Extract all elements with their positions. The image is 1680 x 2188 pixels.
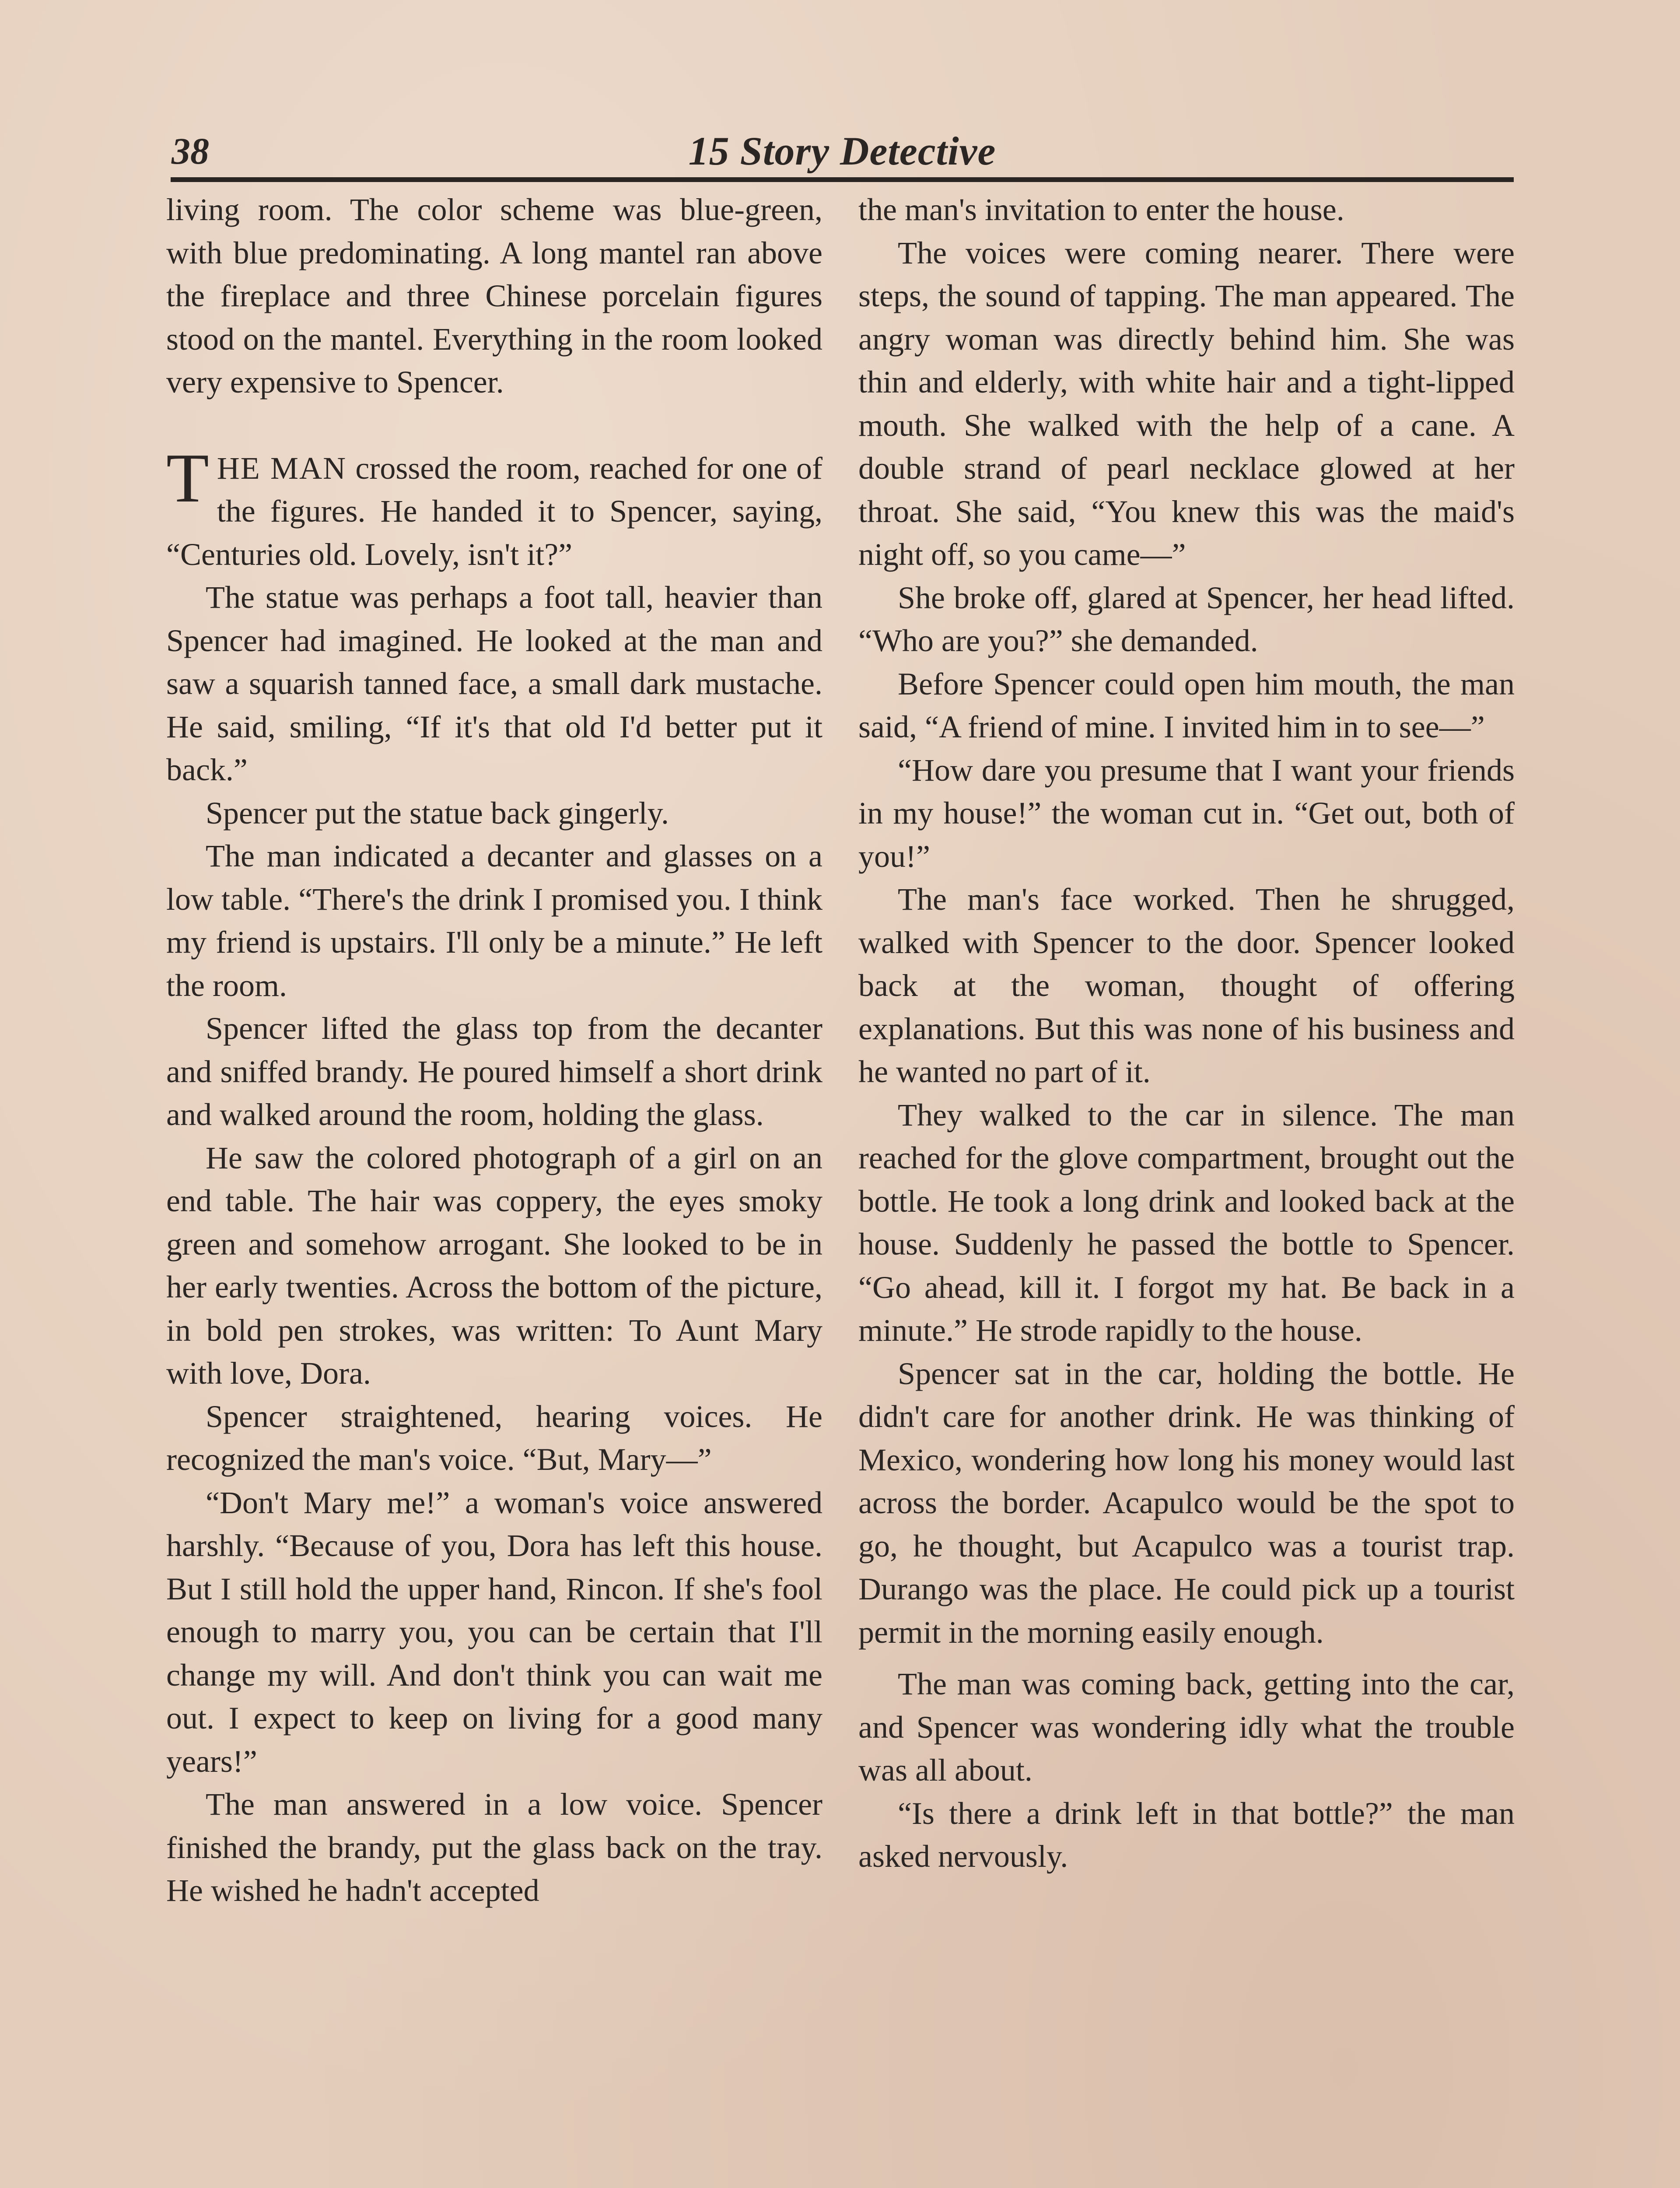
paragraph: The man indicated a decanter and glasses on a low table. “There's the drink I promised you. I think my friend is upstairs. I'll only be a minute.” He left the room. bbox=[166, 838, 822, 1003]
paragraph: The man answered in a low voice. Spencer finished the brandy, put the glass back on the tray. He wished he hadn't accepted bbox=[166, 1787, 822, 1908]
paragraph: Spencer sat in the car, holding the bottle. He didn't care for another drink. He was thinking of Mexico, wondering how long his money would last across the border. Acapulco would be the spot to go, he thought, but Acapulco was a tourist trap. Durango was the place. He could pick up a tourist permit in the morning easily enough. bbox=[858, 1356, 1515, 1650]
paragraph: living room. The color scheme was blue-green, with blue predominating. A long mantel ran above the fireplace and three Chinese porcelain figures stood on the mantel. Everything in the room looked very expensive to Spencer. bbox=[166, 192, 822, 400]
paragraph: Spencer lifted the glass top from the decanter and sniffed brandy. He poured himself a short drink and walked around the room, holding the glass. bbox=[166, 1011, 822, 1132]
page-header bbox=[171, 125, 1514, 182]
paragraph-dropcap bbox=[166, 438, 822, 576]
left-column bbox=[166, 188, 822, 1912]
paragraph: The voices were coming nearer. There were steps, the sound of tapping. The man appeared. The angry woman was directly behind him. She was thin and elderly, with white hair and a tight-lipped mouth. She walked with the help of a cane. A double strand of pearl necklace glowed at her throat. She said, “You knew this was the maid's night off, so you came—” bbox=[858, 235, 1515, 572]
paragraph: The man was coming back, getting into the car, and Spencer was wondering idly what the trouble was all about. bbox=[858, 1666, 1515, 1788]
drop-cap: T bbox=[166, 438, 209, 517]
paragraph: “Don't Mary me!” a woman's voice answered harshly. “Because of you, Dora has left this house. But I still hold the upper hand, Rincon. If she's fool enough to marry you, you can be certain that I'll change my will. And don't think you can wait me out. I expect to keep on living for a good many years!” bbox=[166, 1485, 822, 1779]
small-caps-lead: HE MAN bbox=[217, 450, 347, 486]
paragraph: He saw the colored photograph of a girl on an end table. The hair was coppery, the eyes smoky green and somehow arrogant. She looked to be in her early twenties. Across the bottom of the picture, in bold pen strokes, was written: To Aunt Mary with love, Dora. bbox=[166, 1140, 822, 1391]
magazine-title: 15 Story Detective bbox=[688, 129, 996, 173]
paragraph: They walked to the car in silence. The man reached for the glove compartment, brought out the bottle. He took a long drink and looked back at the house. Suddenly he passed the bottle to Spencer. “Go ahead, kill it. I forgot my hat. Be back in a minute.” He strode rapidly to the house. bbox=[858, 1097, 1515, 1348]
paragraph: “How dare you presume that I want your friends in my house!” the woman cut in. “Get out, both of you!” bbox=[858, 752, 1515, 874]
paragraph: the man's invitation to enter the house. bbox=[858, 192, 1344, 227]
paragraph: The statue was perhaps a foot tall, heavier than Spencer had imagined. He looked at the man and saw a squarish tanned face, a small dark mustache. He said, smiling, “If it's that old I'd better put it back.” bbox=[166, 580, 822, 787]
paragraph: Before Spencer could open him mouth, the man said, “A friend of mine. I invited him in to see—” bbox=[858, 666, 1515, 744]
paragraph: She broke off, glared at Spencer, her head lifted. “Who are you?” she demanded. bbox=[858, 580, 1515, 658]
paragraph: Spencer put the statue back gingerly. bbox=[206, 795, 669, 831]
right-column bbox=[858, 188, 1515, 1878]
page-number: 38 bbox=[172, 130, 209, 172]
paragraph: The man's face worked. Then he shrugged, walked with Spencer to the door. Spencer looked back at the woman, thought of offering explanations. But this was none of his business and he wanted no part of it. bbox=[858, 882, 1515, 1089]
paragraph-text: crossed the room, reached for one of the figures. He handed it to Spencer, saying, “Centuries old. Lovely, isn't it?” bbox=[166, 450, 822, 572]
paragraph: “Is there a drink left in that bottle?” the man asked nervously. bbox=[858, 1795, 1515, 1874]
paragraph: Spencer straightened, hearing voices. He recognized the man's voice. “But, Mary—” bbox=[166, 1399, 822, 1477]
